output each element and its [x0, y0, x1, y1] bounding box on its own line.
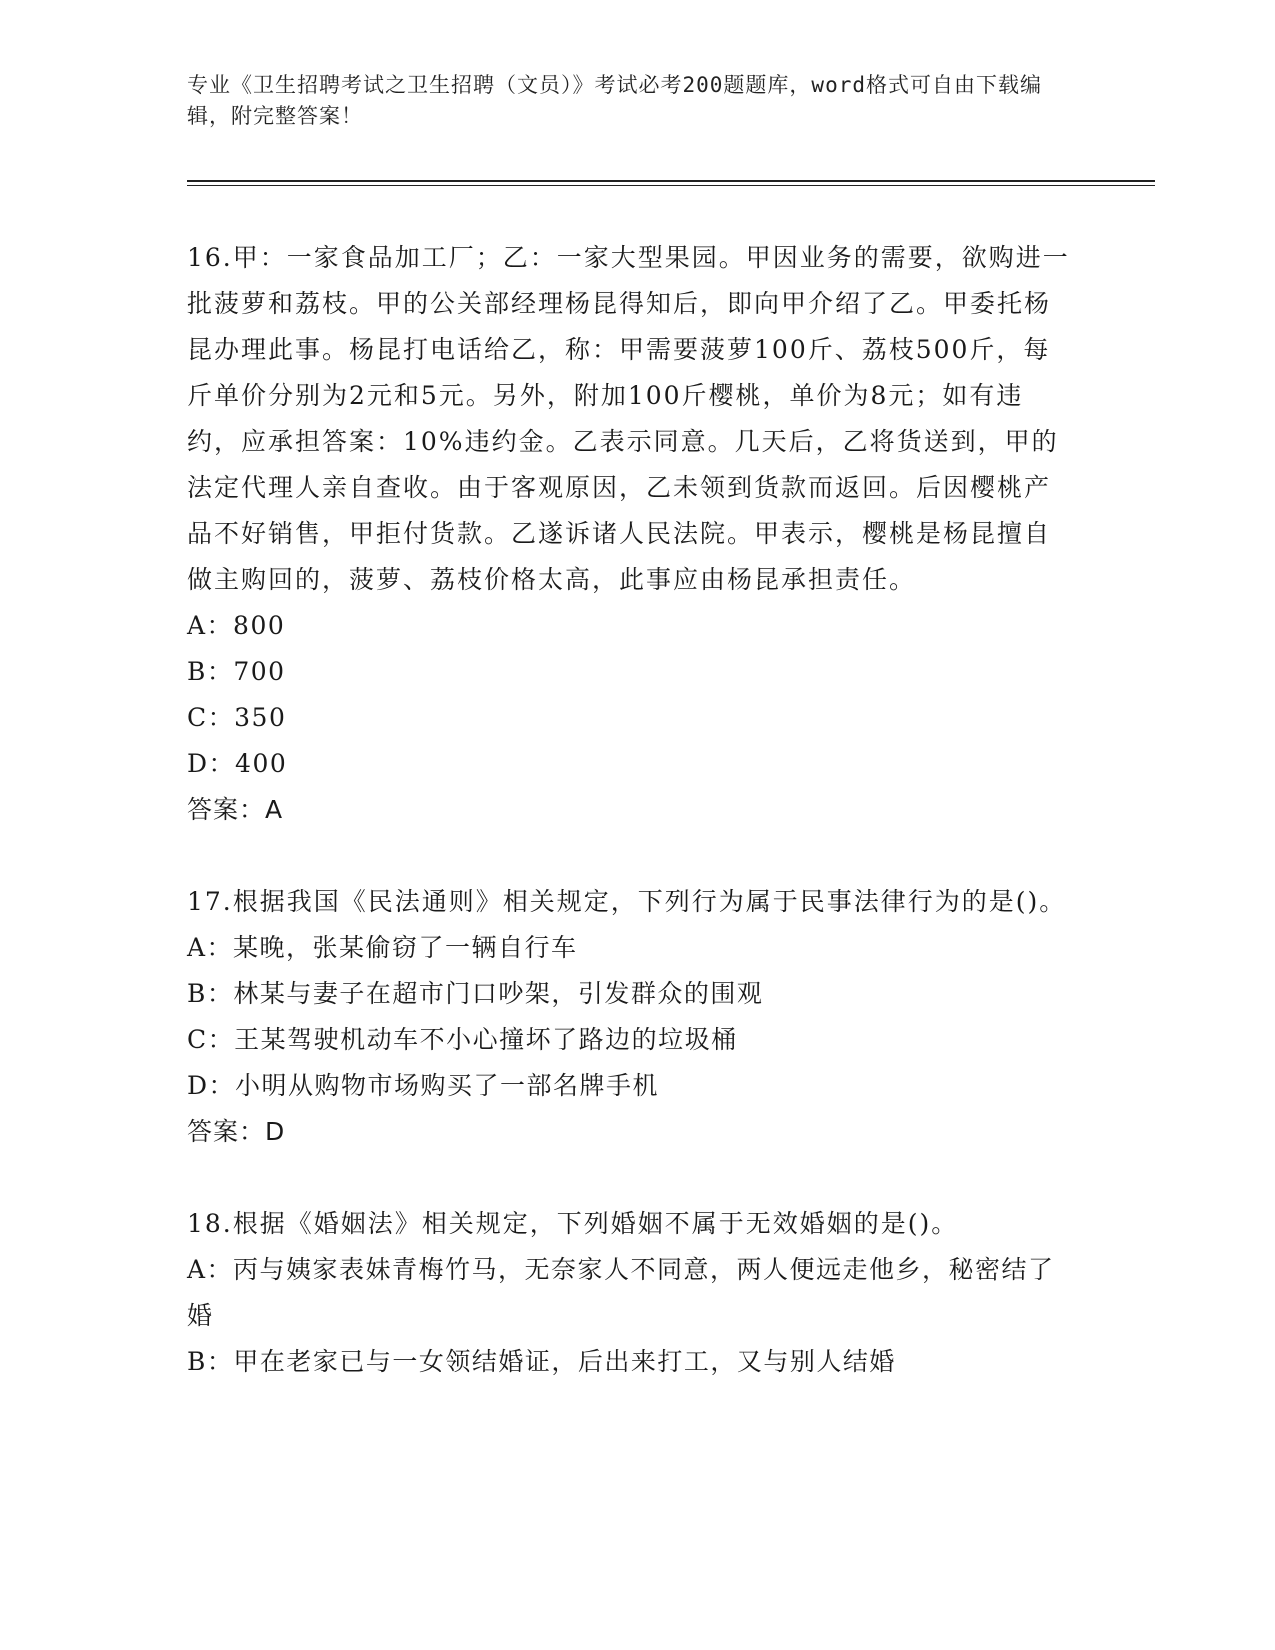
header-rule-thick: [187, 180, 1155, 182]
option-d: D：小明从购物市场购买了一部名牌手机: [187, 1071, 660, 1100]
question-text: 17.根据我国《民法通则》相关规定，下列行为属于民事法律行为的是()。: [187, 887, 1067, 916]
option-b: B：甲在老家已与一女领结婚证，后出来打工，又与别人结婚: [187, 1347, 896, 1376]
question-18: [187, 1201, 1077, 1385]
option-a: A：丙与姨家表妹青梅竹马，无奈家人不同意，两人便远走他乡，秘密结了婚: [187, 1255, 1055, 1330]
question-text: 18.根据《婚姻法》相关规定，下列婚姻不属于无效婚姻的是()。: [187, 1209, 959, 1238]
option-b: B：林某与妻子在超市门口吵架，引发群众的围观: [187, 979, 764, 1008]
option-a: A：某晚，张某偷窃了一辆自行车: [187, 933, 578, 962]
header-title: 专业《卫生招聘考试之卫生招聘（文员）》考试必考200题题库，word格式可自由下载编辑，附完整答案！: [187, 73, 1042, 128]
option-b: B：700: [187, 657, 286, 686]
header-rule-thin: [187, 185, 1155, 186]
question-16: [187, 235, 1077, 833]
answer-line: 答案：A: [187, 795, 284, 824]
option-a: A：800: [187, 611, 286, 640]
question-list: [187, 235, 1077, 1431]
option-c: C：350: [187, 703, 287, 732]
option-d: D：400: [187, 749, 288, 778]
question-text: 16.甲：一家食品加工厂；乙：一家大型果园。甲因业务的需要，欲购进一批菠萝和荔枝。甲的公关部经理杨昆得知后，即向甲介绍了乙。甲委托杨昆办理此事。杨昆打电话给乙，称：甲需要菠萝100斤、荔枝500斤，每斤单价分别为2元和5元。另外，附加100斤樱桃，单价为8元；如有违约，应承担答案：10%违约金。乙表示同意。几天后，乙将货送到，甲的法定代理人亲自查收。由于客观原因，乙未领到货款而返回。后因樱桃产品不好销售，甲拒付货款。乙遂诉诸人民法院。甲表示，樱桃是杨昆擅自做主购回的，菠萝、荔枝价格太高，此事应由杨昆承担责任。: [187, 243, 1070, 594]
document-header: [187, 70, 1067, 132]
option-c: C：王某驾驶机动车不小心撞坏了路边的垃圾桶: [187, 1025, 738, 1054]
answer-line: 答案：D: [187, 1117, 286, 1146]
question-17: [187, 879, 1077, 1155]
